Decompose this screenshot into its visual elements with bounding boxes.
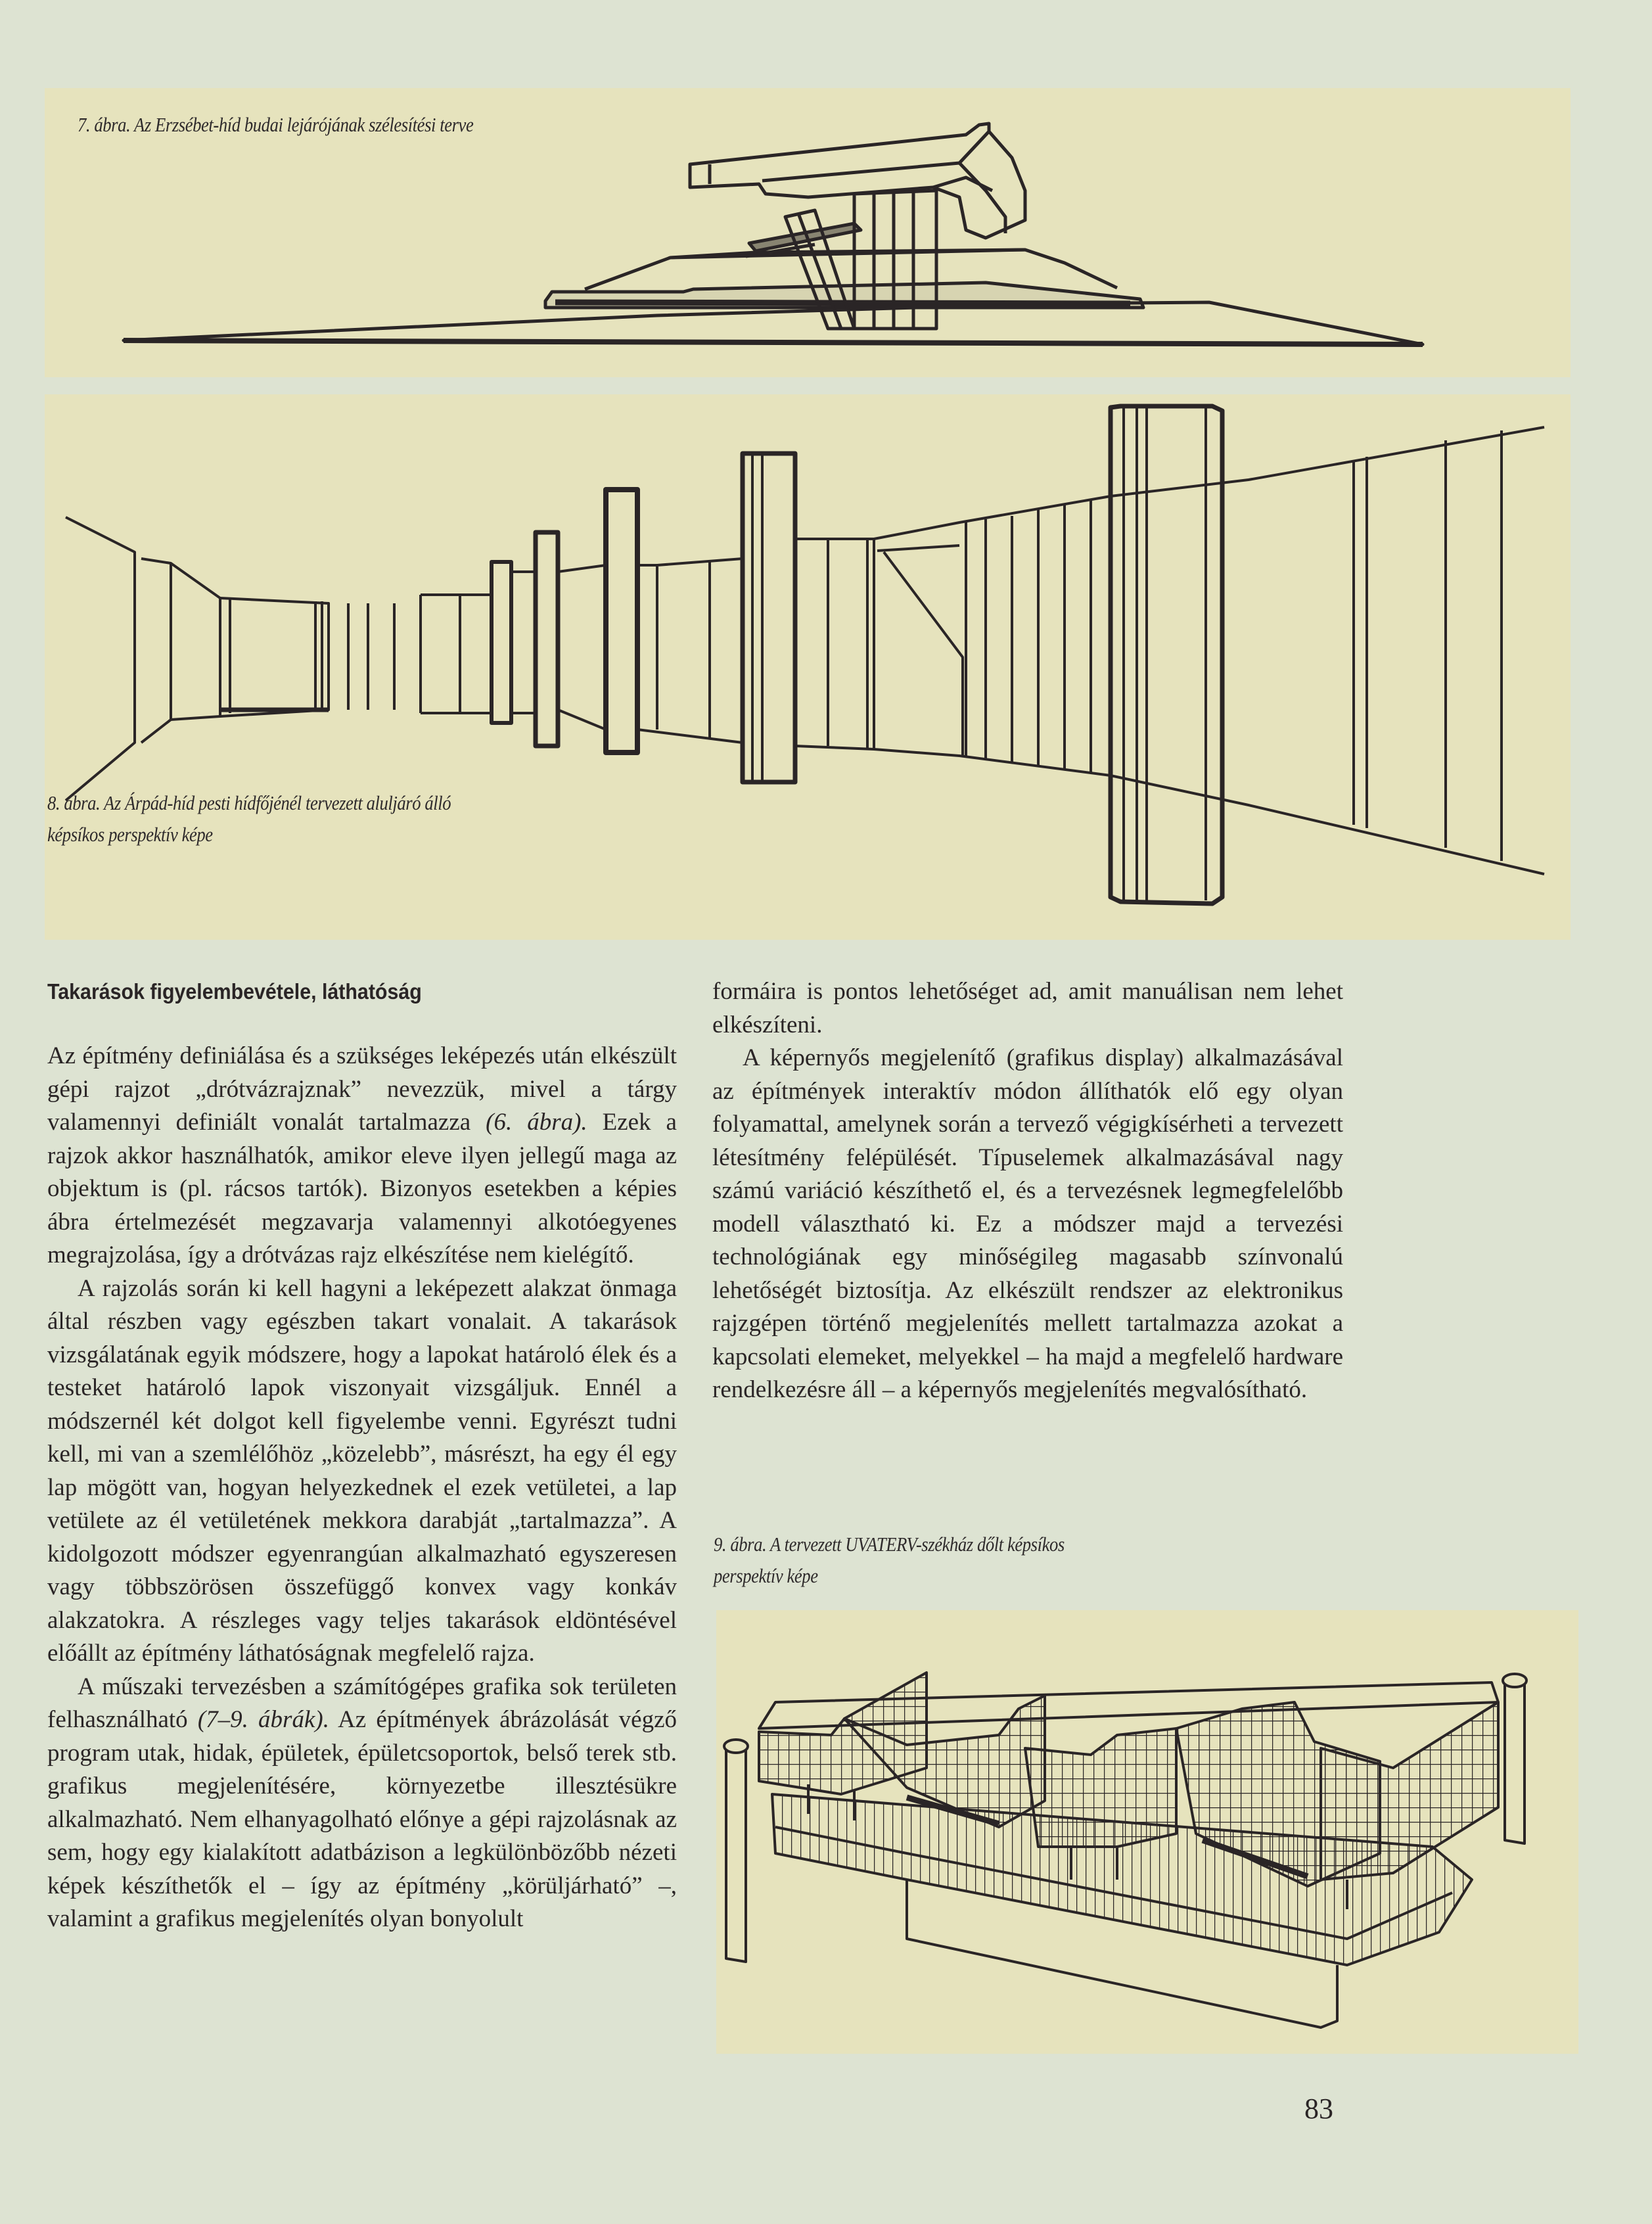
left-paragraph-2: A rajzolás során ki kell hagyni a leképezett alakzat önmaga által részben vagy egészben takart vonalait. A takarások vizsgálatának egyik módszere, hogy a lapokat határoló élek és a testeket határoló lapok viszonyait vizsgáljuk. Ennél a módszernél két dolgot kell figyelembe venni. Egyrészt tudni kell, mi van a szemlélőhöz „közelebb”, másrészt, ha egy él egy lap mögött van, hogyan helyezkednek el ezek vetületei, a lap vetülete az él vetületének mekkora darabját „tartalmazza”. A kidolgozott módszer egyenrangúan alkalmazható egyszeresen vagy többszörösen összefüggő konvex vagy konkáv alakzatokra. A részleges vagy teljes takarások eldöntésével előállt az építmény láthatóságnak megfelelő rajza.: [47, 1274, 677, 1667]
figure-8-caption-line2: képsíkos perspektív képe: [47, 823, 213, 846]
figure-9-caption-line2: perspektív képe: [714, 1564, 818, 1587]
figure-8-caption-line1: 8. ábra. Az Árpád-híd pesti hídfőjénél tervezett aluljáró álló: [47, 791, 451, 814]
right-paragraph-1: formáira is pontos lehetőséget ad, amit manuálisan nem lehet elkészíteni.: [712, 978, 1343, 1038]
left-paragraph-3-text-b: Az építmények ábrázolását végző program utak, hidak, épületek, épületcsoportok, belső terek stb. grafikus megjelenítésére, környezetbe illesztésükre alkalmazható. Nem elhanyagolható előnye a gépi rajzolásnak az sem, hogy egy kialakított adatbázison a legkülönbözőbb nézeti képek készíthetők el – így az építmény „körüljárható” –, valamint a grafikus megjelenítés olyan bonyolult: [47, 1706, 677, 1932]
right-paragraph-2: A képernyős megjelenítő (grafikus display) alkalmazásával az építmények interaktív módon állíthatók elő egy olyan folyamattal, amelynek során a tervező végigkísérheti a tervezett létesítmény felépülését. Típuselemek alkalmazásával nagy számú variáció készíthető el, és a tervezésnek legmegfelelőbb modell választható ki. Ez a módszer majd a tervezési technológiának egy minőségileg magasabb színvonalú lehetőségét biztosítja. Az elkészült rendszer az elektronikus rajzgépen történő megjelenítés mellett tartalmazza azokat a kapcsolati elemeket, melyekkel – ha majd a megfelelő hardware rendelkezésre áll – a képernyős megjelenítés megvalósítható.: [712, 1044, 1343, 1403]
page-number: 83: [1304, 2093, 1333, 2125]
figure-9-caption-line1: 9. ábra. A tervezett UVATERV-székház dőlt képsíkos: [714, 1533, 1065, 1556]
figure-6-reference: (6. ábra).: [486, 1109, 587, 1136]
left-paragraph-1-text-a: Az építmény definiálása és a szükséges leképezés után elkészült gépi rajzot „drótvázrajznak” nevezzük, mivel a tárgy valamennyi definiált vonalát tartalmazza: [47, 1042, 677, 1136]
left-paragraph-3-text-a: A műszaki tervezésben a számítógépes grafika sok területen felhasználható: [47, 1673, 677, 1733]
figure-7-caption: 7. ábra. Az Erzsébet-híd budai lejárójának szélesítési terve: [78, 113, 474, 136]
figures-7-9-reference: (7–9. ábrák).: [197, 1706, 329, 1733]
section-heading: Takarások figyelembevétele, láthatóság: [47, 979, 422, 1004]
left-paragraph-1-text-b: Ezek a rajzok akkor használhatók, amikor eleve ilyen jellegű maga az objektum is (pl. rácsos tartók). Bizonyos esetekben a képies ábra értelmezését megzavarja valamennyi alkotóegyenes megrajzolása, így a drótvázas rajz elkészítése nem kielégítő.: [47, 1109, 677, 1268]
